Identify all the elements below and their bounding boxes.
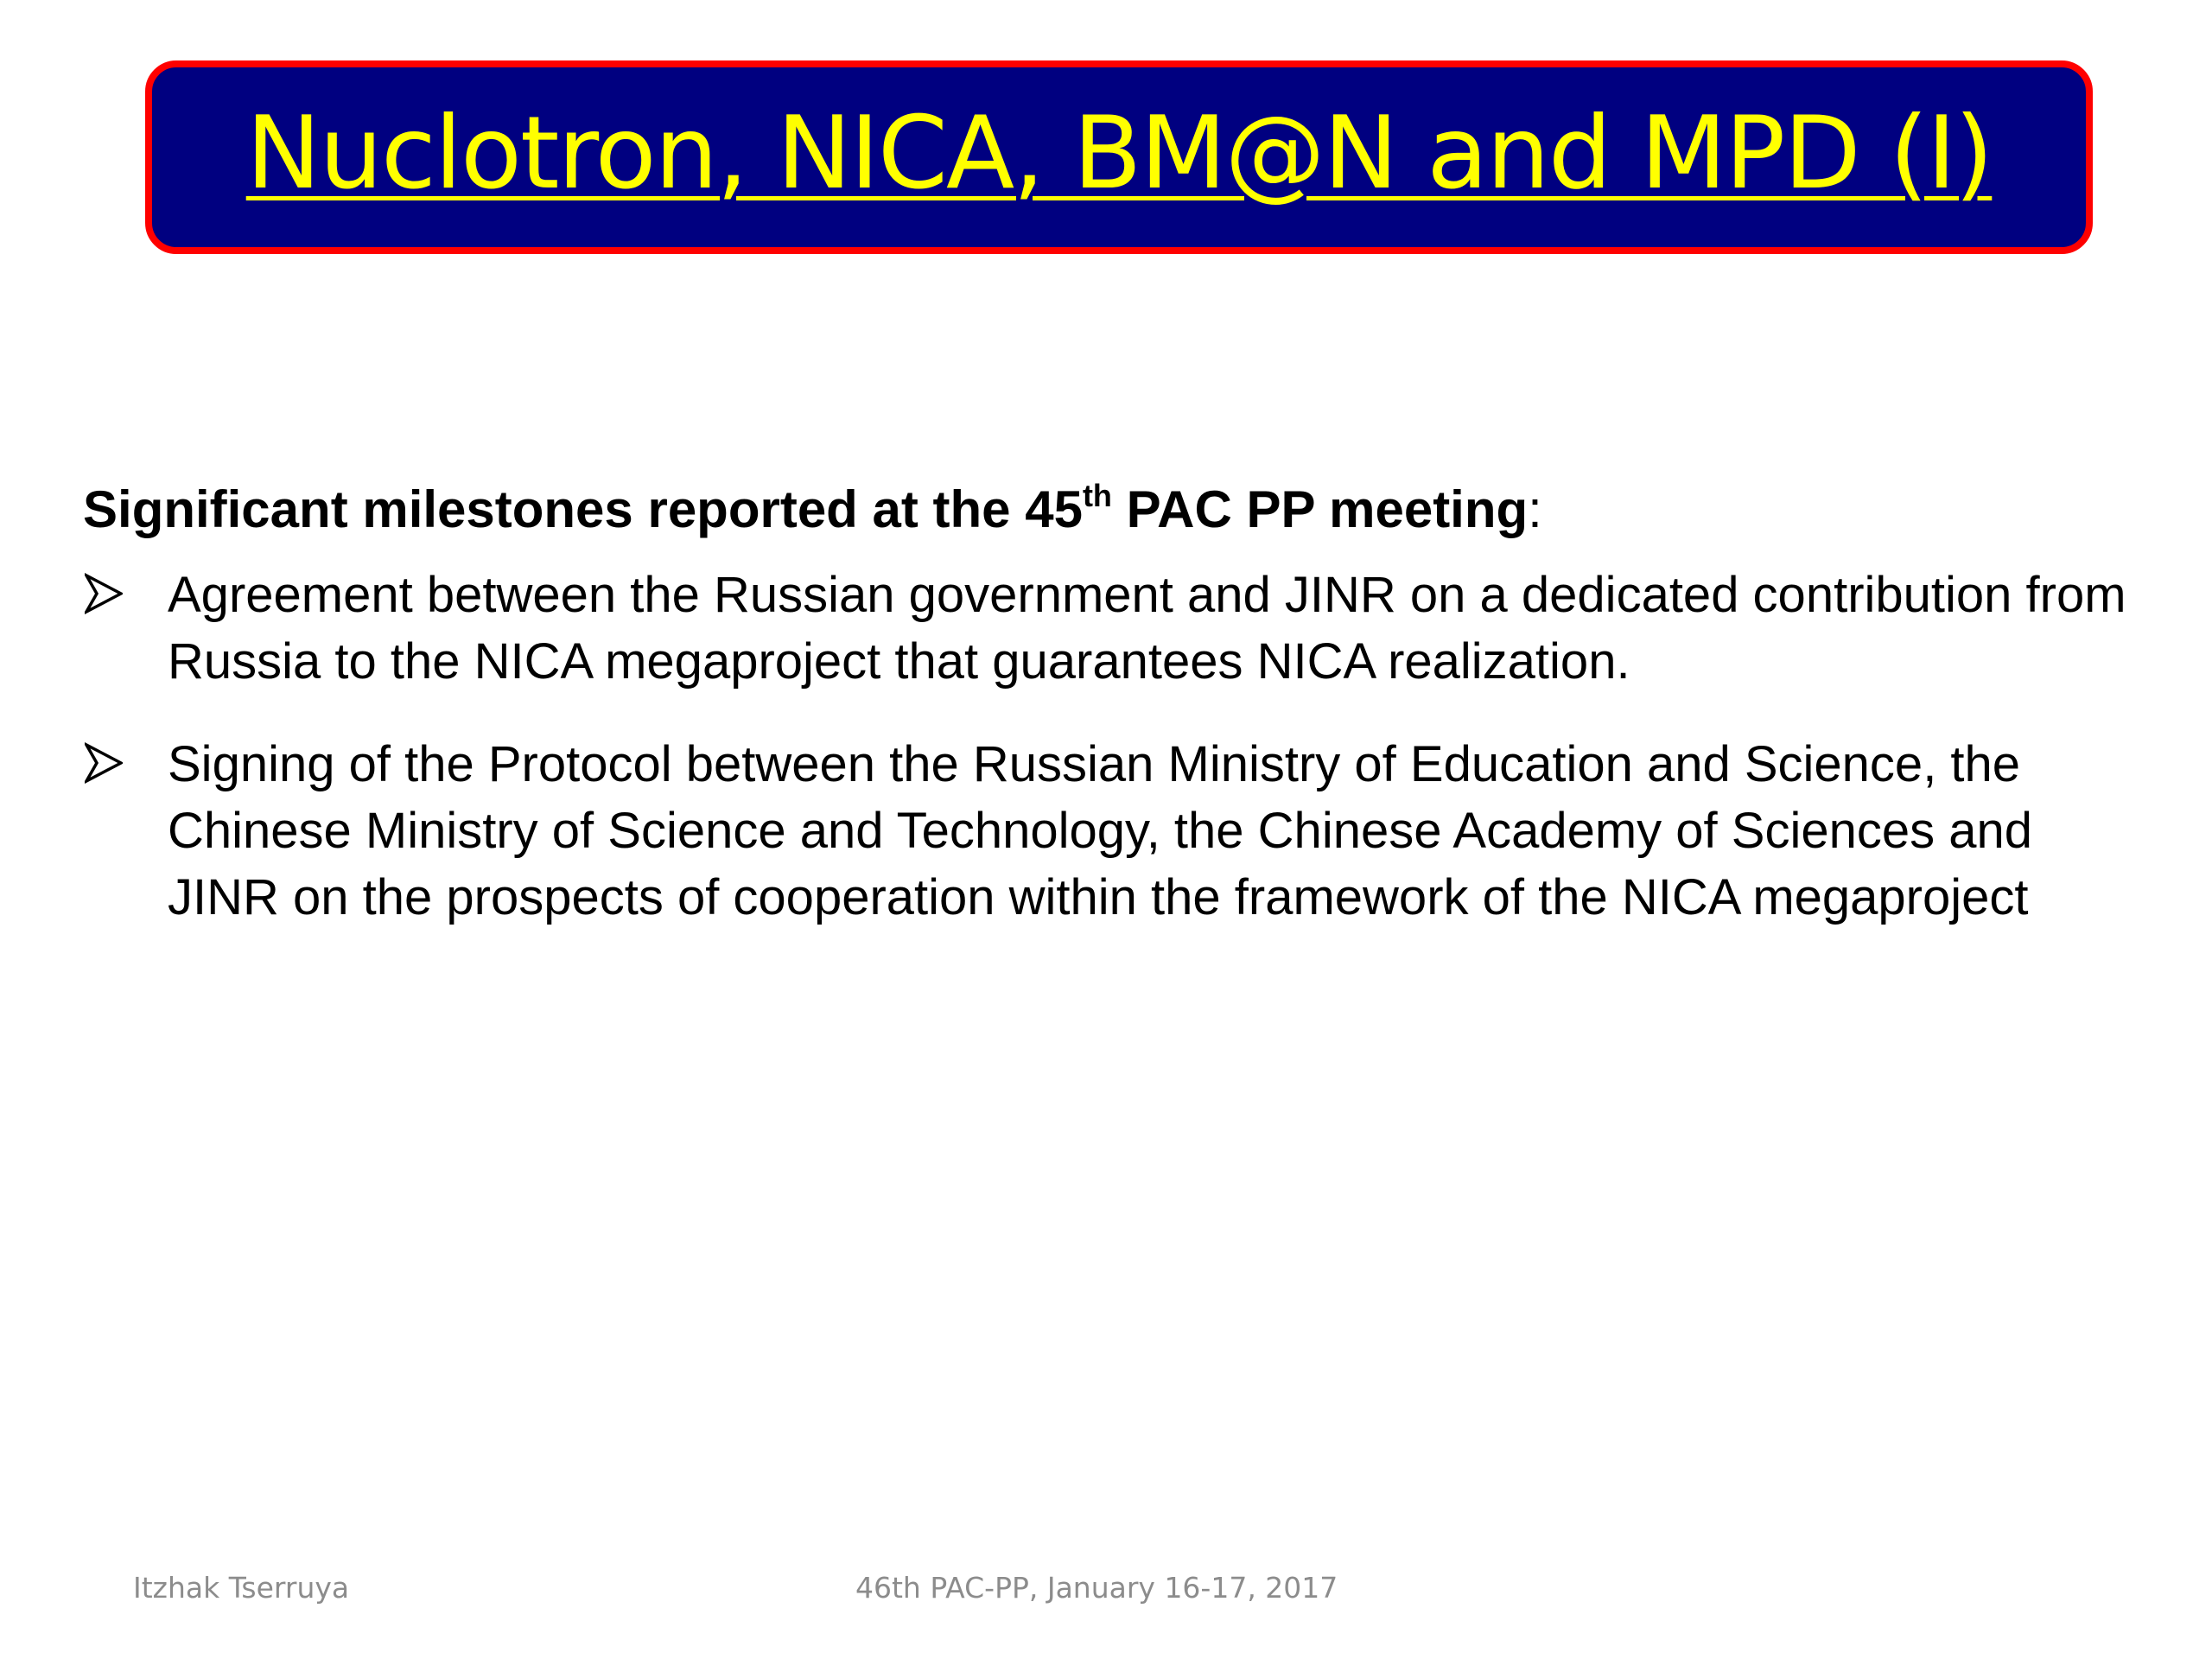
milestones-heading [83,475,2157,544]
milestones-heading-lead: Significant milestones reported at the 45 [83,480,1083,538]
slide-title: Nuclotron, NICA, BM@N and MPD (I) [245,94,1993,212]
bullet-item-agreement [83,562,2157,695]
footer-event: 46th PAC-PP, January 16-17, 2017 [855,1571,1338,1605]
footer-author: Itzhak Tserruya [133,1571,350,1605]
title-banner [145,60,2093,254]
arrowhead-bullet-icon [85,741,123,785]
bullet-text: Agreement between the Russian government and JINR on a dedicated contribution from Russia to the NICA megaproject that guarantees NICA realization. [168,567,2126,690]
milestones-heading-tail: PAC PP meeting [1111,480,1529,538]
slide-body [83,475,2157,967]
milestones-heading-colon: : [1528,480,1542,538]
bullet-item-protocol [83,731,2157,931]
arrowhead-bullet-icon [85,572,123,615]
ordinal-superscript: th [1082,478,1112,513]
bullet-text: Signing of the Protocol between the Russian Ministry of Education and Science, the Chinese Ministry of Science and Technology, the Chinese Academy of Sciences and JINR on the prospects of cooperation within the framework of the NICA megaproject [168,736,2032,925]
